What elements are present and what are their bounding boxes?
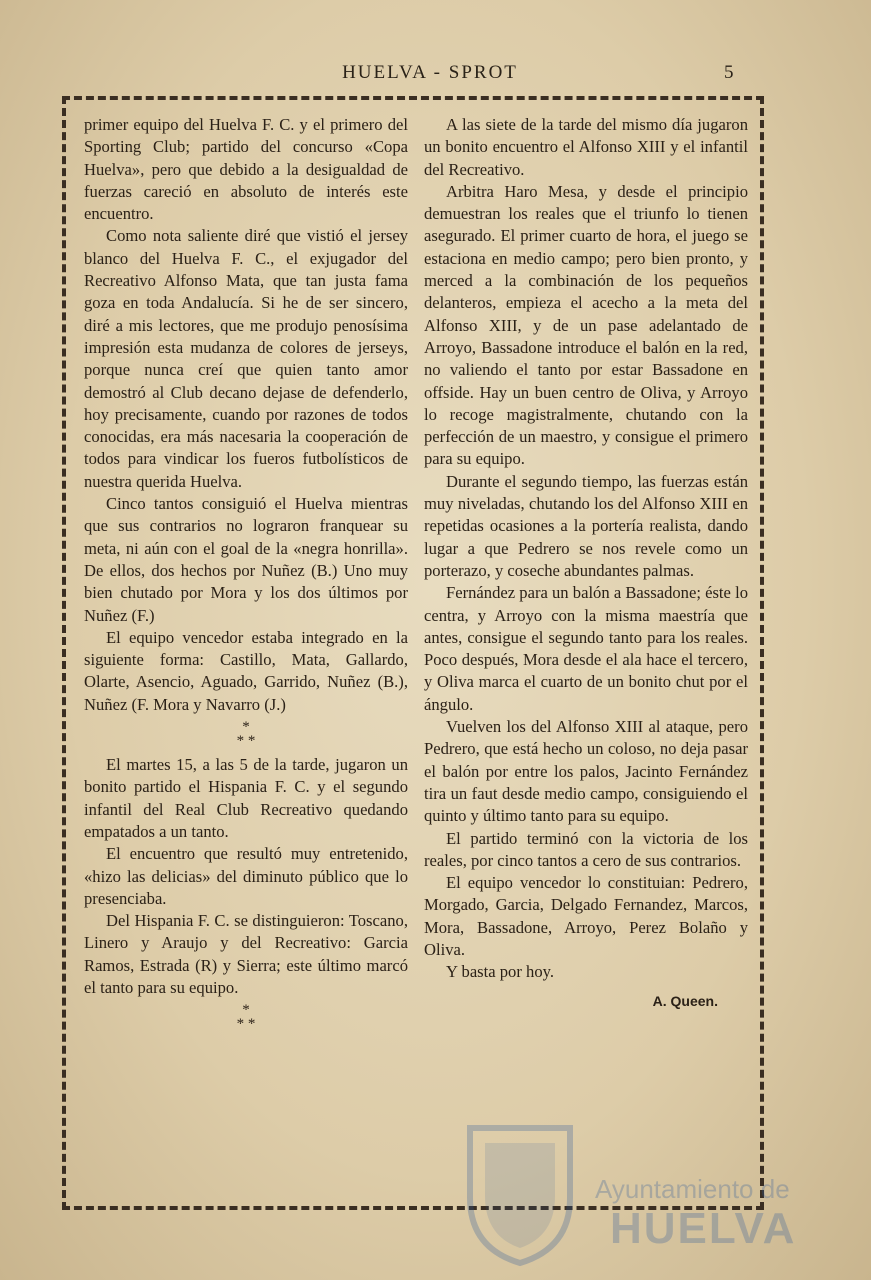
paragraph: El equipo vencedor lo constituian: Pedrero, Morgado, Garcia, Delgado Fernandez, Marcos, Mora, Bassadone, Arroyo, Perez Bolaño y Oliva. — [424, 873, 748, 959]
paragraph: Durante el segundo tiempo, las fuerzas están muy niveladas, chutando los del Alfonso XIII en repetidas ocasiones a la portería realista, dando lugar a que Pedrero se nos revele como un porterazo, y coseche abundantes palmas. — [424, 471, 748, 580]
left-column — [84, 114, 408, 1037]
separator-star: * — [242, 1002, 250, 1019]
paragraph: primer equipo del Huelva F. C. y el primero del Sporting Club; partido del concurso «Copa Huelva», pero que debido a la desigualdad de fuerzas careció en absoluto de interés este encuentro. — [84, 115, 408, 224]
separator-stars: * * — [236, 733, 256, 750]
watermark-line-1: Ayuntamiento de — [595, 1174, 790, 1204]
paragraph: Fernández para un balón a Bassadone; éste lo centra, y Arroyo con la misma maestría que antes, consigue el segundo tanto para los reales. Poco después, Mora desde el ala hace el tercero, y Oliva marca el cuarto de un bonito chut por el ángulo. — [424, 583, 748, 714]
paragraph: A las siete de la tarde del mismo día jugaron un bonito encuentro el Alfonso XIII y el infantil del Recreativo. — [424, 115, 748, 179]
section-separator — [84, 720, 408, 748]
paragraph: Vuelven los del Alfonso XIII al ataque, pero Pedrero, que está hecho un coloso, no deja pasar el balón por entre los palos, Jacinto Fernández tira un faut desde medio campo, consiguiendo el quinto y último tanto para su equipo. — [424, 717, 748, 826]
paragraph: El equipo vencedor estaba integrado en la siguiente forma: Castillo, Mata, Gallardo, Olarte, Asencio, Aguado, Garrido, Nuñez (B.), Nuñez (F. Mora y Navarro (J.) — [84, 627, 408, 714]
paragraph: Y basta por hoy. — [446, 962, 554, 982]
paragraph: El martes 15, a las 5 de la tarde, jugaron un bonito partido el Hispania F. C. y el segundo infantil del Real Club Recreativo quedando empatados a un tanto. — [84, 755, 408, 841]
paragraph: El partido terminó con la victoria de los reales, por cinco tantos a cero de sus contrarios. — [424, 828, 748, 870]
right-column — [424, 114, 748, 1012]
paragraph: Cinco tantos consiguió el Huelva mientras que sus contrarios no lograron franquear su meta, ni aún con el goal de la «negra honrilla». De ellos, dos hechos por Nuñez (B.) Uno muy bien chutado por Mora y los dos últimos por Nuñez (F.) — [84, 494, 408, 625]
separator-star: * — [242, 719, 250, 736]
separator-stars: * * — [236, 1016, 256, 1033]
watermark-line-2: HUELVA — [610, 1204, 797, 1253]
author-signature: A. Queen. — [652, 992, 718, 1009]
paragraph: Como nota saliente diré que vistió el jersey blanco del Huelva F. C., el exjugador del Recreativo Alfonso Mata, que tan justa fama goza en toda Andalucía. Si he de ser sincero, diré a mis lectores, que me produjo penosísima impresión esta mudanza de colores de jerseys, porque nunca creí que quien tanto amor demostró al Club decano dejase de defenderlo, hoy precisamente, cuando por razones de todos conocidas, era más nacesaria la cooperación de todos para vindicar los fueros futbolísticos de nuestra querida Huelva. — [84, 226, 408, 491]
paragraph: Arbitra Haro Mesa, y desde el principio demuestran los reales que el triunfo lo tienen asegurado. El primer cuarto de hora, el juego se estaciona en medio campo; pero bien pronto, y merced a la combinación de los pequeños delanteros, empieza el acecho a la meta del Alfonso XIII, y de un pase adelantado de Arroyo, Bassadone introduce el balón en la red, no valiendo el tanto por estar Bassadone en offside. Hay un buen centro de Oliva, y Arroyo lo recoge magistralmente, chutando con la perfección de un maestro, y consigue el primero para su equipo. — [424, 181, 748, 469]
page-number: 5 — [724, 62, 734, 83]
paragraph: Del Hispania F. C. se distinguieron: Toscano, Linero y Araujo y del Recreativo: Garcia Ramos, Estrada (R) y Sierra; este último marcó el tanto para su equipo. — [84, 911, 408, 997]
page-header-title: HUELVA - SPROT — [342, 62, 518, 83]
section-separator — [84, 1003, 408, 1031]
paragraph: El encuentro que resultó muy entretenido, «hizo las delicias» del diminuto público que lo presenciaba. — [84, 844, 408, 908]
